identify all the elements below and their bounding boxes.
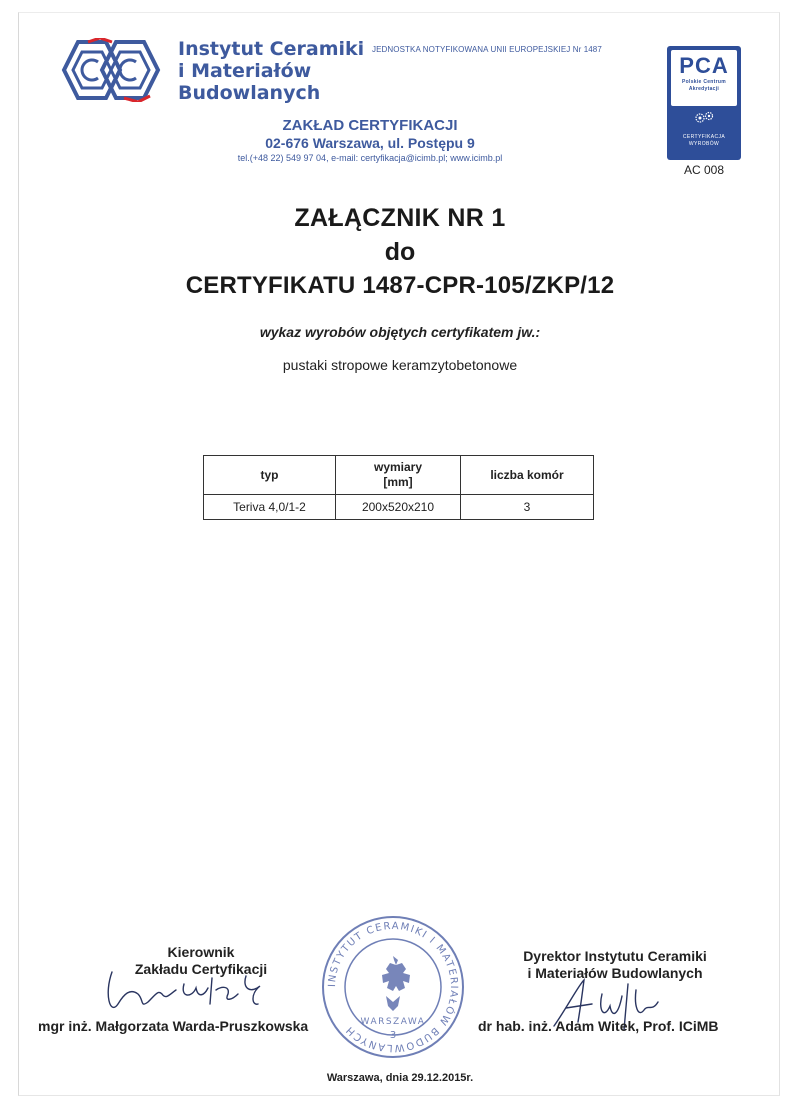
official-seal-icon: [318, 912, 468, 1062]
annex-title-connector: do: [384, 238, 416, 266]
header-dimensions-line1: wymiary: [373, 460, 423, 474]
seal-text: INSTYTUT CERAMIKI I MATERIAŁÓW BUDOWLANYCH: [326, 920, 460, 1054]
pca-logo-word: PCA: [679, 53, 729, 78]
department-contact: tel.(+48 22) 549 97 04, e-mail: certyfikacja@icimb.pl; www.icimb.pl: [237, 153, 503, 163]
left-signatory-name: mgr inż. Małgorzata Warda-Pruszkowska: [38, 1018, 309, 1034]
table-row: [204, 495, 594, 520]
header-type: typ: [204, 456, 336, 495]
pca-logo-area: [671, 50, 737, 106]
header-dimensions: [336, 456, 461, 495]
certificate-number-title: CERTYFIKATU 1487-CPR-105/ZKP/12: [185, 272, 615, 299]
department-address: 02-676 Warszawa, ul. Postępu 9: [265, 135, 475, 151]
products-table: [203, 455, 594, 520]
left-handwritten-signature-icon: [100, 964, 280, 1024]
notified-body-text: JEDNOSTKA NOTYFIKOWANA UNII EUROPEJSKIEJ Nr 1487: [372, 45, 602, 54]
product-type: pustaki stropowe keramzytobetonowe: [282, 357, 518, 373]
gears-icon: [693, 109, 715, 127]
institute-name-line2: i Materiałów: [178, 60, 312, 82]
institute-name-line1: Instytut Ceramiki: [178, 38, 365, 60]
products-list-subtitle: wykaz wyrobów objętych certyfikatem jw.:: [259, 324, 541, 340]
place-and-date: Warszawa, dnia 29.12.2015r.: [326, 1072, 474, 1084]
seal-number: 3: [389, 1030, 397, 1041]
institute-logo-icon: [58, 38, 164, 102]
pca-sub-line2: Akredytacji: [688, 86, 720, 92]
table-header-row: [204, 456, 594, 495]
left-signatory-title-line1: Kierownik: [167, 944, 235, 960]
right-signatory-name: dr hab. inż. Adam Witek, Prof. ICiMB: [478, 1018, 719, 1034]
header-dimensions-line2: [mm]: [383, 475, 413, 489]
pca-cert-line2: WYROBÓW: [688, 141, 720, 147]
pca-cert-text: [667, 134, 741, 148]
department-name: ZAKŁAD CERTYFIKACJI: [282, 117, 458, 134]
header-chamber-count: liczba komór: [461, 456, 594, 495]
pca-cert-line1: CERTYFIKACJA: [682, 134, 726, 140]
department-block: [200, 116, 540, 165]
eagle-icon: [382, 956, 410, 1011]
accreditation-code: AC 008: [683, 163, 725, 177]
cell-chamber-count: 3: [461, 495, 594, 520]
right-signatory-title-line2: i Materiałów Budowlanych: [527, 965, 703, 981]
institute-name: [178, 38, 364, 104]
left-signatory-title-line2: Zakładu Certyfikacji: [134, 961, 268, 977]
pca-accreditation-badge: [667, 46, 741, 160]
institute-name-line3: Budowlanych: [178, 82, 321, 104]
cell-type: Teriva 4,0/1-2: [204, 495, 336, 520]
annex-title: ZAŁĄCZNIK NR 1: [294, 204, 506, 232]
seal-city: WARSZAWA: [360, 1017, 426, 1027]
pca-sub-line1: Polskie Centrum: [682, 79, 726, 85]
right-signatory-title-line1: Dyrektor Instytutu Ceramiki: [523, 948, 707, 964]
cell-dimensions: 200x520x210: [336, 495, 461, 520]
